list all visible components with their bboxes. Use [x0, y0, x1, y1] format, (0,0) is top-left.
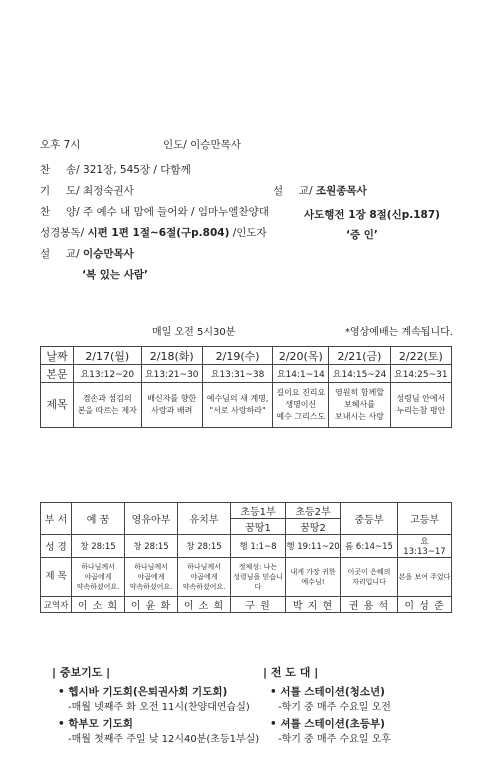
evangelism-heading: | 전 도 대 |	[263, 666, 319, 679]
title-line: 보내시는 사랑	[335, 412, 384, 421]
right-preacher: 조원종목사	[316, 185, 367, 197]
dept-name: 초등1부	[231, 503, 286, 519]
evening-lead: 인도/ 이승만목사	[163, 139, 241, 151]
day-scripture: 요13:12~20	[74, 365, 142, 383]
order-item-anthem	[40, 204, 280, 219]
day-scripture: 요13:31~38	[202, 365, 272, 383]
order-item-sermon	[40, 246, 280, 261]
dept-teacher: 구 원	[231, 597, 286, 613]
dept-teacher: 이 윤 화	[125, 597, 178, 613]
table-row	[41, 503, 452, 519]
day-date: 2/19(수)	[202, 347, 272, 365]
order-item-reading	[40, 225, 280, 240]
title-line: 성령님을 믿습니다	[233, 573, 283, 591]
table-row	[41, 365, 452, 383]
title-line: 예수님!	[301, 578, 325, 586]
row-label: 성 경	[41, 535, 72, 558]
right-title: ‘증 인’	[346, 229, 378, 241]
title-line: 정체성: 나는	[238, 563, 278, 571]
dept-scripture: 창 28:15	[72, 535, 125, 558]
title-line: "서로 사랑하라"	[209, 406, 266, 415]
right-passage: 사도행전 1장 8절(신p.187)	[304, 209, 440, 221]
order-label: 찬	[40, 206, 51, 218]
day-title	[390, 383, 451, 428]
title-line: 겸손과 섬김의	[82, 394, 132, 403]
dept-teacher: 권 용 석	[341, 597, 398, 613]
dept-title	[178, 558, 231, 597]
day-scripture: 요14:25~31	[390, 365, 451, 383]
title-line: 보혜사를	[344, 400, 375, 409]
dept-scripture: 롬 6:14~15	[341, 535, 398, 558]
title-line: 배신자를 향한	[147, 394, 197, 403]
table-row	[41, 383, 452, 428]
prayer-item-sub: -매월 첫째주 주일 낮 12시40분(초등1부실)	[68, 734, 260, 745]
row-label: 제목	[41, 383, 74, 428]
dept-scripture: 행 1:1~8	[231, 535, 286, 558]
day-title	[202, 383, 272, 428]
evangelism-item-title: • 서틀 스테이션(청소년)	[270, 686, 385, 698]
order-item-hymn	[40, 162, 280, 177]
order-spacer: 송/	[66, 164, 80, 176]
title-line: 길이요 진리요	[276, 388, 326, 397]
title-line: 야곱에게	[84, 573, 112, 581]
dawn-time: 매일 오전 5시30분	[152, 327, 236, 338]
dept-scripture: 요 13:13~17	[398, 535, 452, 558]
dept-title	[72, 558, 125, 597]
table-row	[41, 535, 452, 558]
order-spacer: 도/	[66, 185, 80, 197]
table-row	[41, 558, 452, 597]
day-date: 2/21(금)	[329, 347, 390, 365]
evangelism-item-title: • 셔틀 스테이션(초등부)	[270, 718, 385, 730]
dept-title	[286, 558, 341, 597]
order-label: 기	[40, 185, 51, 197]
order-value: 주 예수 내 맘에 들어와 / 임마누엘찬양대	[83, 206, 269, 218]
dept-name: 영유아부	[125, 503, 178, 535]
title-line: 영원히 함께할	[335, 388, 384, 397]
row-label: 교역자	[41, 597, 72, 613]
dept-title	[398, 558, 452, 597]
dept-teacher: 박 지 현	[286, 597, 341, 613]
day-date: 2/22(토)	[390, 347, 451, 365]
day-title	[74, 383, 142, 428]
row-label: 부 서	[41, 503, 72, 535]
evangelism-item-sub: -학기 중 매주 수요일 오후	[278, 734, 391, 745]
order-item-prayer	[40, 183, 280, 198]
title-line: 약속하셨어요.	[129, 583, 173, 591]
order-value: 최정숙권사	[83, 185, 134, 197]
dept-name: 중등부	[341, 503, 398, 535]
day-date: 2/20(목)	[273, 347, 329, 365]
dawn-note: *영상예배는 계속됩니다.	[345, 327, 453, 338]
row-label: 날짜	[41, 347, 74, 365]
title-line: 약속하셨어요.	[76, 583, 120, 591]
day-date: 2/17(월)	[74, 347, 142, 365]
prayer-item-sub: -매월 넷째주 화 오전 11시(찬양대연습실)	[68, 702, 250, 713]
title-line: 본을 보여 주었다	[398, 573, 451, 581]
reading-label: 성경봉독/	[40, 227, 85, 239]
sermon-spacer: 교/	[66, 248, 80, 260]
dept-teacher: 이 소 희	[178, 597, 231, 613]
right-sermon	[273, 183, 367, 198]
sermon-label: 설	[40, 248, 51, 260]
right-sermon-spacer: 교/	[299, 185, 313, 197]
sermon-preacher: 이승만목사	[83, 248, 134, 260]
dawn-schedule-table	[40, 346, 452, 428]
dept-scripture: 행 19:11~20	[286, 535, 341, 558]
title-line: 자리입니다	[352, 578, 386, 586]
day-date: 2/18(화)	[141, 347, 202, 365]
dept-title	[341, 558, 398, 597]
dept-title	[125, 558, 178, 597]
title-line: 생명이신	[285, 400, 317, 409]
title-line: 하나님께서	[187, 563, 221, 571]
row-label: 본문	[41, 365, 74, 383]
title-line: 성령님 안에서	[396, 394, 446, 403]
title-line: 야곱에게	[137, 573, 165, 581]
day-title	[329, 383, 390, 428]
dept-title	[231, 558, 286, 597]
title-line: 야곱에게	[190, 573, 218, 581]
dept-sub: 꿈땅1	[231, 519, 286, 535]
title-line: 하나님께서	[81, 563, 115, 571]
education-table	[40, 502, 452, 613]
title-line: 본을 따르는 제자	[77, 406, 137, 415]
order-spacer: 양/	[66, 206, 80, 218]
prayer-item-title: • 학부모 기도회	[58, 718, 133, 730]
dept-sub: 꿈땅2	[286, 519, 341, 535]
sermon-title: ‘복 있는 사람’	[82, 269, 149, 281]
title-line: 예수 그리스도	[276, 412, 326, 421]
day-title	[141, 383, 202, 428]
title-line: 하나님께서	[134, 563, 168, 571]
evangelism-item-sub: -학기 중 매주 수요일 오전	[278, 702, 391, 713]
title-line: 이곳이 은혜의	[347, 568, 391, 576]
title-line: 사랑과 배려	[151, 406, 193, 415]
reading-lead: /인도자	[232, 227, 267, 239]
title-line: 내게 가장 귀한	[290, 568, 336, 576]
dept-scripture: 창 28:15	[125, 535, 178, 558]
dept-name: 고등부	[398, 503, 452, 535]
table-row	[41, 597, 452, 613]
dept-name: 초등2부	[286, 503, 341, 519]
day-title	[273, 383, 329, 428]
dept-teacher: 이 소 희	[72, 597, 125, 613]
table-row	[41, 347, 452, 365]
dept-name: 예 꿈	[72, 503, 125, 535]
reading-value: 시편 1편 1절~6절(구p.804)	[87, 227, 230, 239]
evening-time: 오후 7시	[40, 139, 81, 151]
prayer-item-title: • 헵시바 기도회(은퇴권사회 기도회)	[58, 686, 228, 698]
day-scripture: 요14:15~24	[329, 365, 390, 383]
right-sermon-label: 설	[273, 185, 284, 197]
dept-teacher: 이 성 준	[398, 597, 452, 613]
title-line: 누리는참 평안	[396, 406, 446, 415]
order-value: 321장, 545장 / 다함께	[83, 164, 191, 176]
day-scripture: 요14:1~14	[273, 365, 329, 383]
prayer-heading: | 중보기도 |	[52, 666, 111, 679]
dept-scripture: 창 28:15	[178, 535, 231, 558]
row-label: 제 목	[41, 558, 72, 597]
title-line: 예수님의 새 계명,	[206, 394, 269, 403]
day-scripture: 요13:21~30	[141, 365, 202, 383]
order-label: 찬	[40, 164, 51, 176]
title-line: 약속하셨어요.	[182, 583, 226, 591]
dept-name: 유치부	[178, 503, 231, 535]
